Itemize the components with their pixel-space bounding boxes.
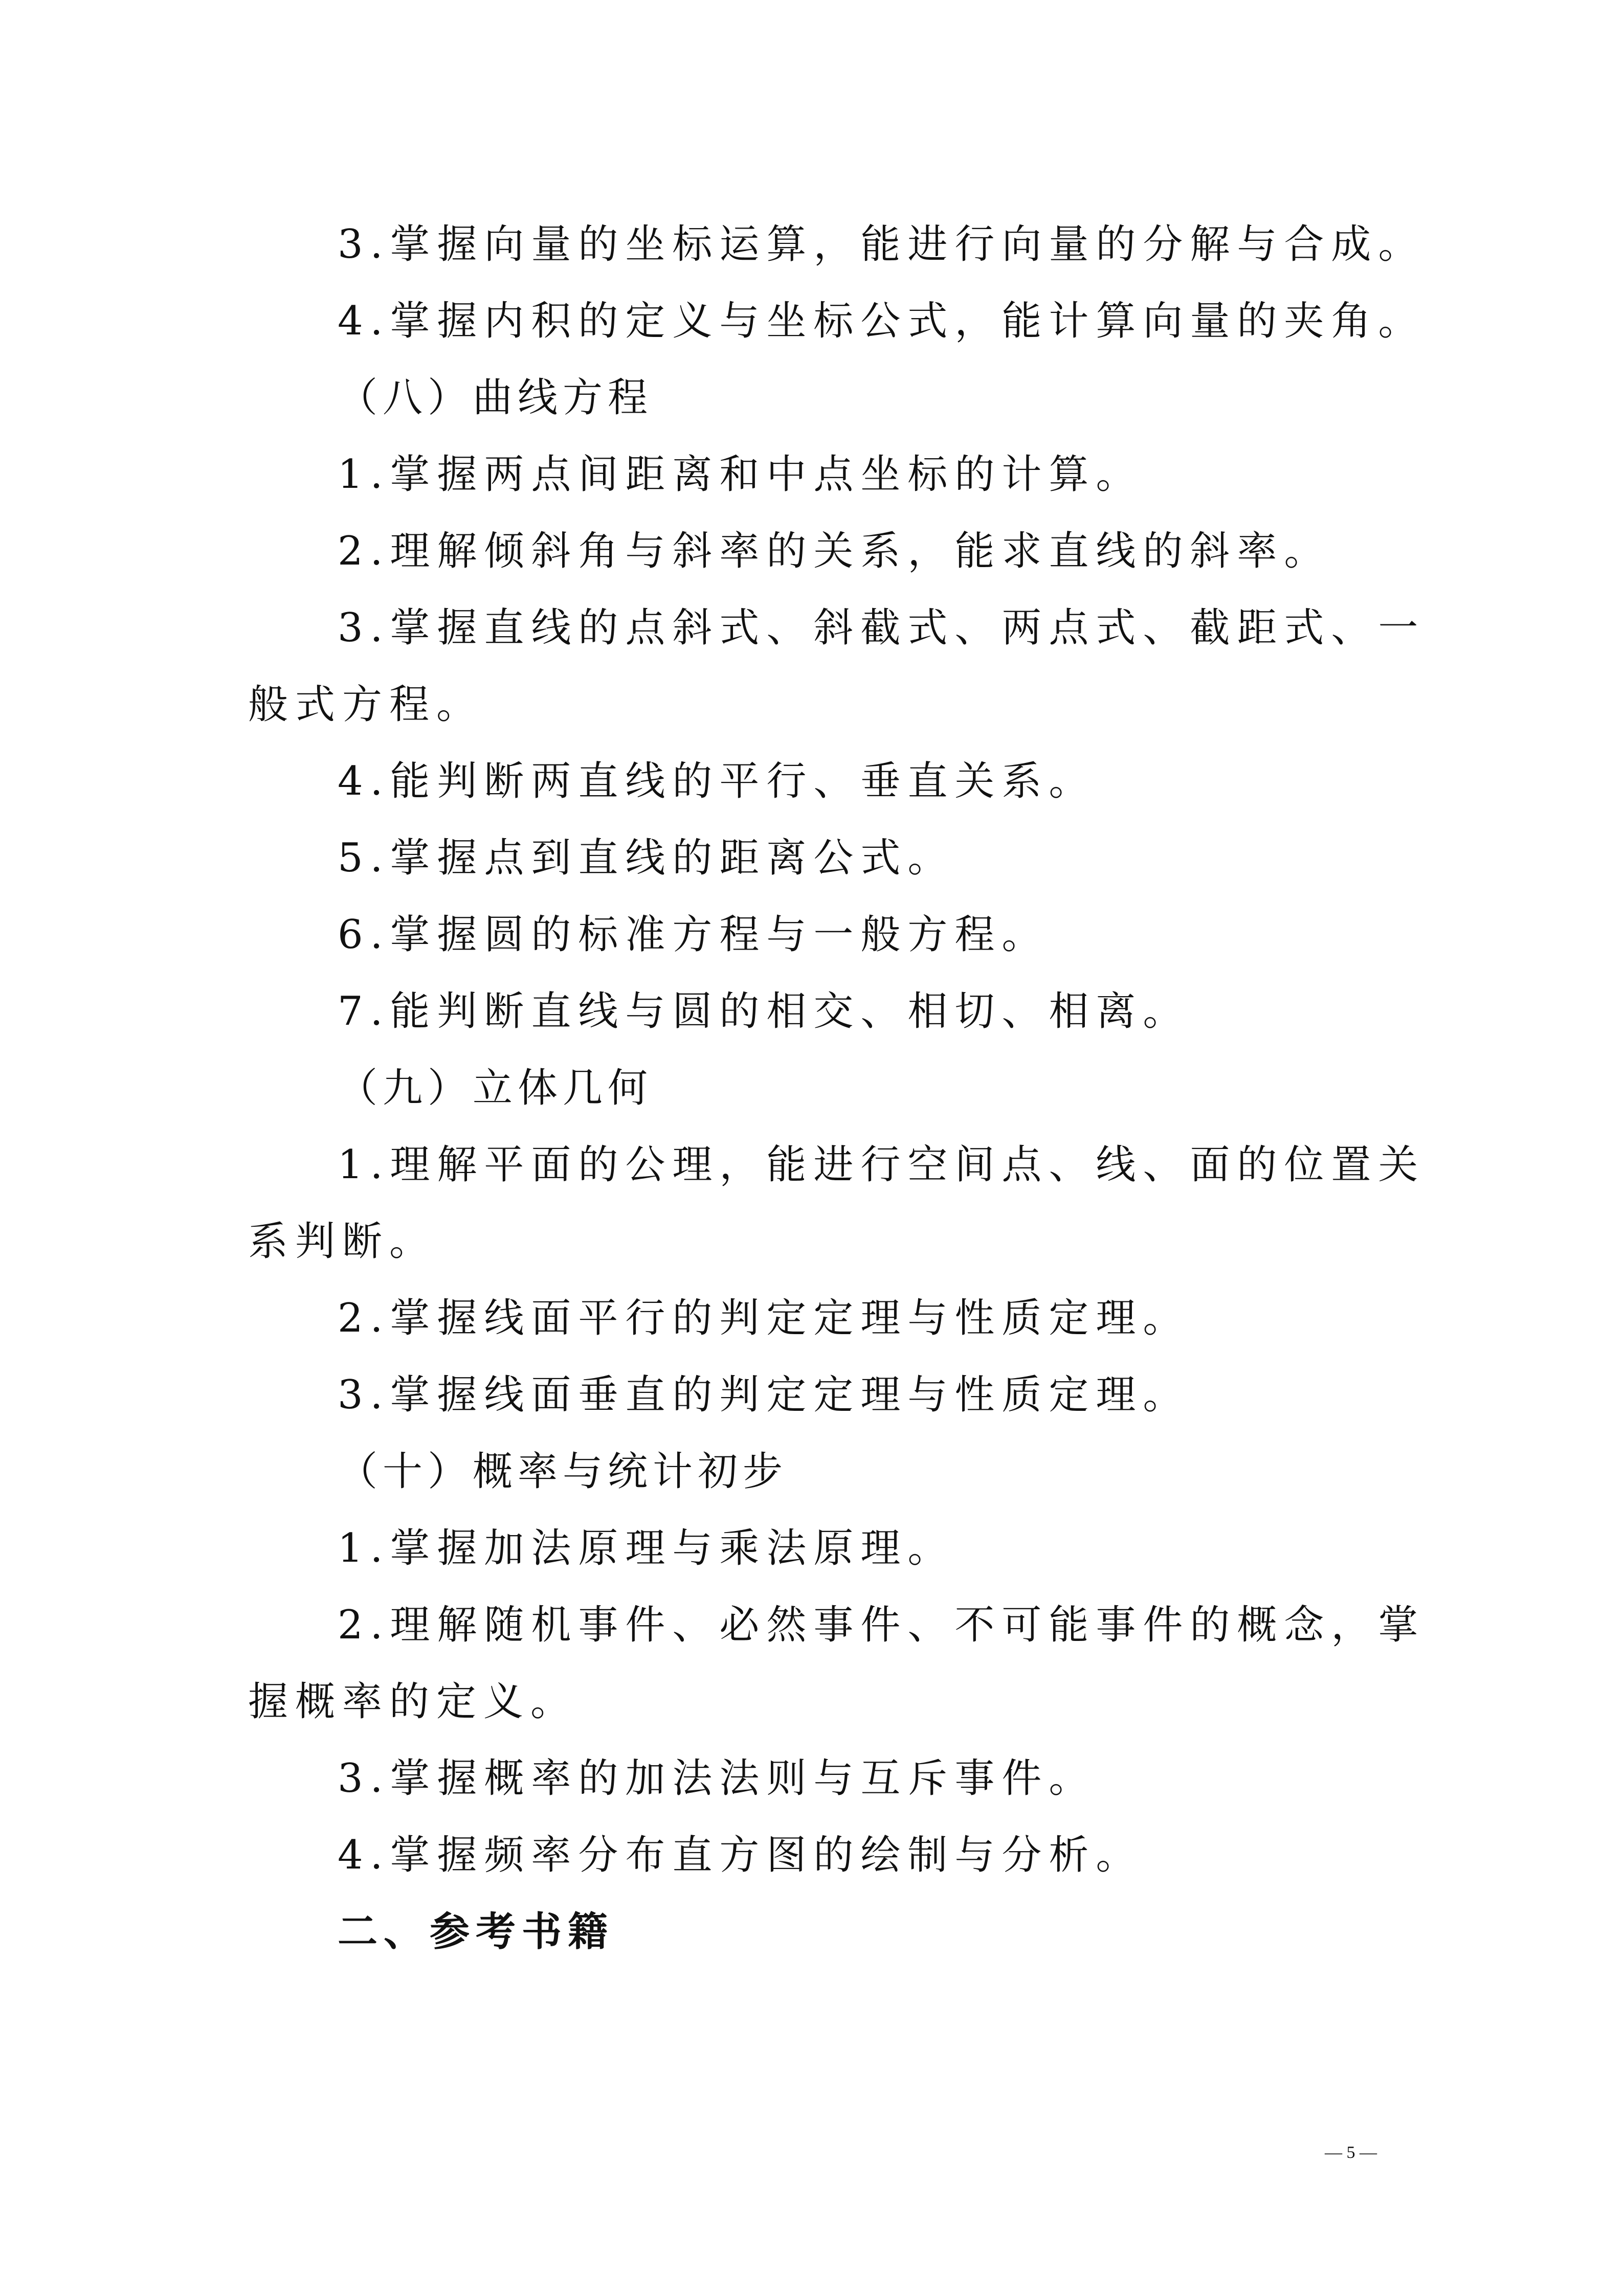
line-circle-position-item: 7.能判断直线与圆的相交、相切、相离。	[338, 988, 1190, 1034]
line-equation-item: 3.掌握直线的点斜式、斜截式、两点式、截距式、一	[338, 605, 1426, 651]
section-heading-curve-equation: （八）曲线方程	[338, 375, 653, 421]
section-heading-reference-books: 二、参考书籍	[338, 1909, 614, 1955]
page-number: — 5 —	[1325, 2143, 1377, 2162]
point-line-distance-item: 5.掌握点到直线的距离公式。	[338, 835, 955, 881]
perpendicular-theorem-item: 3.掌握线面垂直的判定定理与性质定理。	[338, 1372, 1190, 1418]
inner-product-item: 4.掌握内积的定义与坐标公式，能计算向量的夹角。	[338, 298, 1426, 344]
distance-midpoint-item: 1.掌握两点间距离和中点坐标的计算。	[338, 452, 1143, 498]
plane-axiom-item-continued: 系判断。	[248, 1219, 437, 1265]
circle-equation-item: 6.掌握圆的标准方程与一般方程。	[338, 912, 1049, 958]
slope-item: 2.理解倾斜角与斜率的关系，能求直线的斜率。	[338, 528, 1331, 574]
counting-principle-item: 1.掌握加法原理与乘法原理。	[338, 1525, 955, 1571]
parallel-theorem-item: 2.掌握线面平行的判定定理与性质定理。	[338, 1295, 1190, 1341]
random-event-item-continued: 握概率的定义。	[248, 1679, 578, 1725]
histogram-item: 4.掌握频率分布直方图的绘制与分析。	[338, 1832, 1143, 1878]
section-heading-probability: （十）概率与统计初步	[338, 1449, 788, 1495]
random-event-item: 2.理解随机事件、必然事件、不可能事件的概念，掌	[338, 1602, 1426, 1648]
parallel-perpendicular-item: 4.能判断两直线的平行、垂直关系。	[338, 758, 1096, 804]
line-equation-item-continued: 般式方程。	[248, 682, 484, 728]
section-heading-solid-geometry: （九）立体几何	[338, 1065, 653, 1111]
probability-addition-item: 3.掌握概率的加法法则与互斥事件。	[338, 1755, 1096, 1802]
vector-coordinate-item: 3.掌握向量的坐标运算，能进行向量的分解与合成。	[338, 221, 1426, 267]
plane-axiom-item: 1.理解平面的公理，能进行空间点、线、面的位置关	[338, 1142, 1426, 1188]
